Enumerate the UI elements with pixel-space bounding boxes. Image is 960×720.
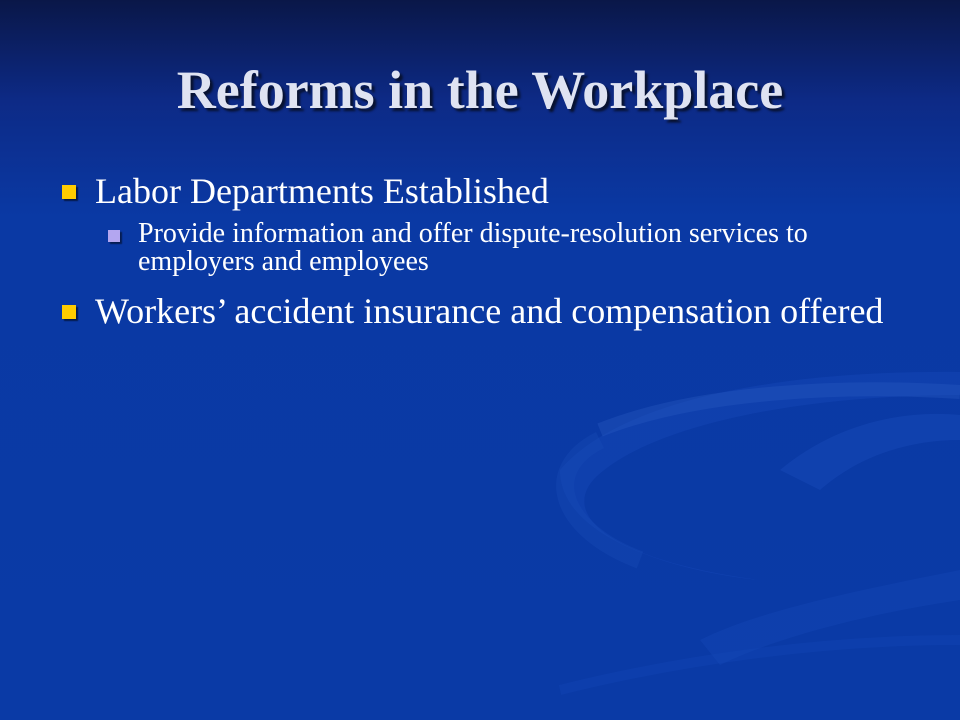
sub-bullet-text: Provide information and offer dispute-resolution services to employers and employees: [138, 218, 808, 277]
bullet-labor-departments: [60, 172, 920, 210]
square-bullet-icon: [62, 185, 76, 199]
bullet-workers-insurance: [60, 292, 920, 330]
square-bullet-icon: [62, 305, 76, 319]
bullet-text: Labor Departments Established: [95, 171, 549, 211]
sub-bullet-provide-information: [108, 220, 878, 276]
bullet-text: Workers’ accident insurance and compensation offered: [95, 291, 884, 331]
square-bullet-icon: [108, 230, 120, 242]
bullet-list: [60, 172, 920, 340]
slide-title: Reforms in the Workplace: [176, 60, 784, 120]
